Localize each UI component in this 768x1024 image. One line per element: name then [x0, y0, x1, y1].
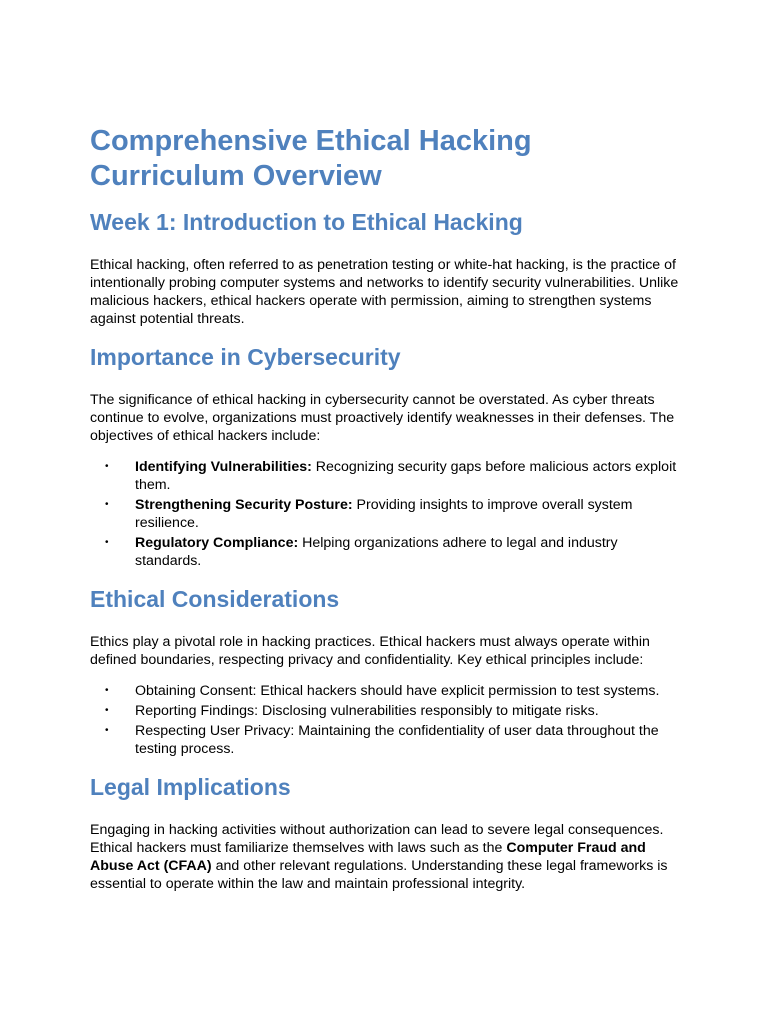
legal-heading: Legal Implications [90, 774, 291, 800]
legal-text-after: and other relevant regulations. Understanding these legal frameworks is essential to operate within the law and maintain professional integrity. [90, 858, 668, 892]
bullet-icon: • [105, 461, 109, 472]
list-item-text: Providing insights to improve overall system resilience. [135, 497, 633, 531]
bullet-icon: • [105, 685, 109, 696]
list-item-text: Obtaining Consent: Ethical hackers should have explicit permission to test systems. [135, 683, 660, 699]
list-item [90, 702, 680, 720]
list-item-term: Strengthening Security Posture: [135, 497, 353, 513]
bullet-icon: • [105, 499, 109, 510]
list-item-text: Helping organizations adhere to legal and industry standards. [135, 535, 618, 569]
week1-heading: Week 1: Introduction to Ethical Hacking [90, 209, 523, 235]
list-item-term: Identifying Vulnerabilities: [135, 459, 312, 475]
bullet-icon: • [105, 725, 109, 736]
importance-paragraph: The significance of ethical hacking in cybersecurity cannot be overstated. As cyber threats continue to evolve, organizations must proactively identify weaknesses in their defenses. The objectives of ethical hackers include: [90, 392, 675, 444]
document-title: Comprehensive Ethical Hacking Curriculum Overview [90, 125, 532, 192]
legal-text-before: Engaging in hacking activities without authorization can lead to severe legal consequences. Ethical hackers must familiarize themselves with laws such as the [90, 822, 664, 856]
list-item [90, 722, 680, 758]
objectives-list [90, 458, 680, 570]
week1-intro-paragraph: Ethical hacking, often referred to as penetration testing or white-hat hacking, is the practice of intentionally probing computer systems and networks to identify security vulnerabilities. Unlike malicious hackers, ethical hackers operate with permission, aiming to strengthen systems against potential threats. [90, 257, 679, 327]
list-item-text: Reporting Findings: Disclosing vulnerabilities responsibly to mitigate risks. [135, 703, 599, 719]
ethics-heading: Ethical Considerations [90, 586, 340, 612]
list-item-term: Regulatory Compliance: [135, 535, 299, 551]
legal-paragraph [90, 821, 680, 893]
bullet-icon: • [105, 705, 109, 716]
list-item-text: Recognizing security gaps before malicious actors exploit them. [135, 459, 677, 493]
cfaa-term: Computer Fraud and Abuse Act (CFAA) [90, 840, 646, 874]
document-body [90, 124, 680, 893]
list-item [90, 496, 680, 532]
list-item-text: Respecting User Privacy: Maintaining the confidentiality of user data throughout the testing process. [135, 723, 659, 757]
principles-list [90, 682, 680, 758]
bullet-icon: • [105, 537, 109, 548]
list-item [90, 682, 680, 700]
ethics-paragraph: Ethics play a pivotal role in hacking practices. Ethical hackers must always operate within defined boundaries, respecting privacy and confidentiality. Key ethical principles include: [90, 634, 650, 668]
list-item [90, 458, 680, 494]
list-item [90, 534, 680, 570]
importance-heading: Importance in Cybersecurity [90, 344, 401, 370]
